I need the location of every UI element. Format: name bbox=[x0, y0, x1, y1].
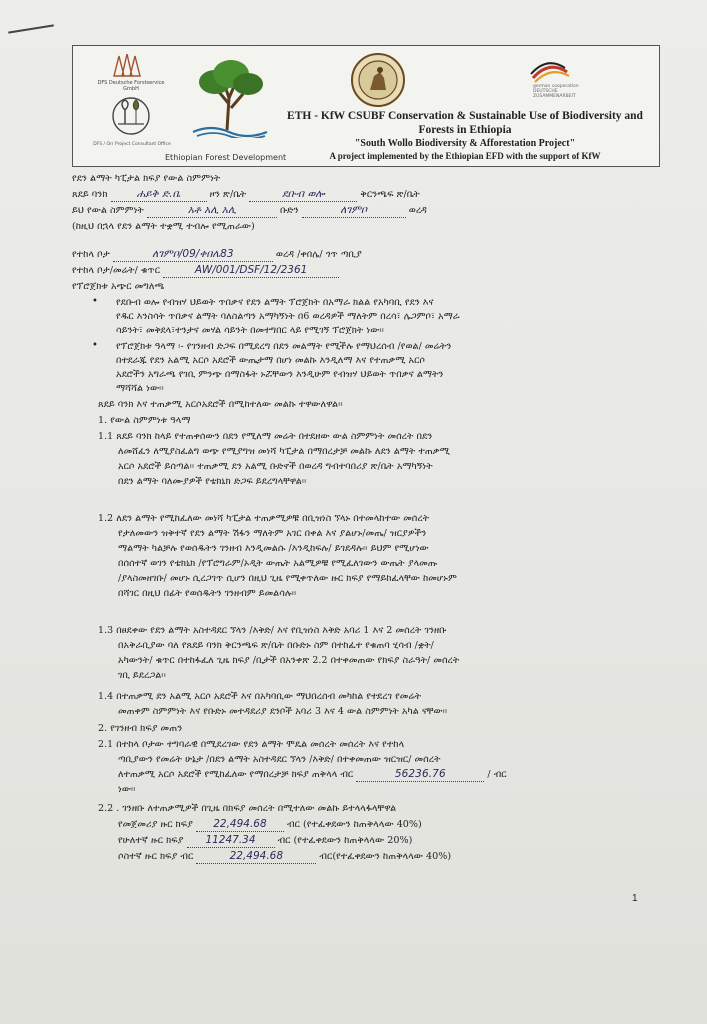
s2-1-line2: ጣቢያውን የመሬት ሁኔታ /በደን ልማት አስተዳደር ኘላን /እቅድ/ በተቀመጠው ዝርዝር/ መሰረት bbox=[118, 754, 441, 765]
plot-number-label: የተከላ ቦታ/መሬት/ ቁጥር bbox=[72, 265, 161, 276]
woreda-label: ወረዳ bbox=[408, 205, 427, 216]
bank-line bbox=[72, 188, 420, 202]
tree-logo bbox=[191, 52, 269, 138]
s1-1-line4: በደን ልማት ባለሙያዎች የቴክኒክ ድጋፍ ይደረግላቸዋል፡፡ bbox=[118, 476, 307, 487]
project-header bbox=[72, 45, 660, 167]
third-payment-field bbox=[196, 850, 316, 864]
s1-2-line4: በሰሰተኛ ወገን የቴክኒክ /የፕሮግራም/ኦዲት ውጤት አልሚዎቹ የሚፈለገውን ውጤት ያላመጡ bbox=[118, 558, 438, 569]
s1-3-line1: 1.3 በፀደቀው የደን ልማት አስተዳደር ኘላን /እቅድ/ እና የቢዝነስ እቅድ አባሪ 1 እና 2 መሰረት ገንዘቡ bbox=[98, 625, 447, 636]
s1-2-line6: በሻገር በዚህ በፊት የወሰዱትን ገንዘብም ይመልሳሉ፡፡ bbox=[118, 588, 297, 599]
bullet1-line2: የዱር እንስሳት ጥበቃና ልማት ባለስልጣን አማካኝነት በ6 ወረዳዎች ማለትም በረሳ፣ ሌጋምቦ፣ አማራ bbox=[116, 311, 460, 322]
group-field bbox=[302, 204, 406, 218]
plot-number-value: AW/001/DSF/12/2361 bbox=[194, 264, 308, 276]
bullet-icon: • bbox=[92, 296, 98, 307]
bullet1-line3: ሳይንት፣ መቅደላ፣ተንታና መሃል ሳይንት በመተግበር ላይ የሚገኝ ፕሮጀክት ነው፡፡ bbox=[116, 325, 384, 336]
s1-3-line2: በአቅራቢያው ባለ የጸደይ ባንክ ቅርንጫፍ ጽ/ቤት በቡድኑ ስም በተከፈተ የቁጠባ ሂሳብ /ቋት/ bbox=[118, 640, 434, 651]
first-payment-label: የመጀመሪያ ዙር ክፍያ bbox=[118, 819, 193, 830]
bank-branch-value: ሐይቅ ድ.ቤ bbox=[136, 188, 181, 200]
project-title-line-1: ETH - KfW CSUBF Conservation & Sustainable Use of Biodiversity and bbox=[287, 110, 643, 122]
s1-1-line2: ለመሸፈን ለሚያስፈልግ ወጭ የሚያግዝ መነሻ ካፒታል በማበረታቻ መልኩ ለደን ልማት ተጠቃሚ bbox=[118, 446, 450, 457]
agreement-party-line bbox=[72, 204, 427, 218]
group-value: ለገምቦ bbox=[340, 204, 368, 216]
page-number: 1 bbox=[632, 893, 638, 904]
second-payment-value: 11247.34 bbox=[205, 834, 256, 846]
german-cooperation-logo bbox=[517, 58, 583, 104]
section1-heading: 1. የውል ስምምነቱ ዓላማ bbox=[98, 415, 191, 426]
contract-title: የደን ልማት ካፒታል ክፍያ የውል ስምምነት bbox=[72, 173, 221, 184]
s1-4-line1: 1.4 በተጠቃሚ ደን አልሚ አርሶ አደሮች እና በአካባቢው ማህበረሰብ መካከል የተደረገ የመሬት bbox=[98, 691, 422, 702]
agreement-intro: ጸደይ ባንክ እና ተጠቃሚ አርሶአደሮች በሚከተለው መልኩ ተዋውለዋል፡፡ bbox=[98, 399, 343, 410]
s1-2-line1: 1.2 ለደን ልማት የሚከፈለው መነሻ ካፒታል ተጠቃሚዎቹ በቢዝነስ ኘላኑ በተመላከተው መሰረት bbox=[98, 513, 430, 524]
s1-4-line2: መጠቀም ስምምነት እና የቡድኑ መተዳደሪያ ደንቦች አባሪ 3 እና 4 ውል ስምምነት አካል ናቸው፡፡ bbox=[118, 706, 448, 717]
third-payment-note: ብር(የተፈቀደውን ከጠቅላላው 40%) bbox=[319, 851, 452, 862]
s1-1-line3: አርሶ አደሮች ይሰጣል፡፡ ተጠቃሚ ደን አልሚ ቡድኖች በወረዳ ግብተባበሪያ ጽ/ቤት አማካኝነት bbox=[118, 461, 433, 472]
first-payment-note: ብር (የተፈቀደውን ከጠቅላላው 40%) bbox=[287, 819, 422, 830]
plot-number-line bbox=[72, 264, 339, 278]
bank-label: ጸደይ ባንክ bbox=[72, 189, 108, 200]
total-payment-unit: / ብር bbox=[487, 769, 507, 780]
bank-branch-field bbox=[111, 188, 207, 202]
s1-2-line3: ማልማት ካልቻሉ የወሰዱትን ገንዘብ እንዲመልሱ /እንዲከፍሉ/ ይገደዳሉ፡፡ ይህም የሚሆነው bbox=[118, 543, 429, 554]
pen-mark bbox=[8, 24, 54, 33]
zone-field bbox=[249, 188, 357, 202]
zone-value: ደቡብ ወሎ bbox=[281, 188, 325, 200]
s2-1-line3 bbox=[118, 768, 507, 782]
project-summary-heading: የፕሮጀክቱ አጭር መግለጫ bbox=[72, 281, 165, 292]
third-payment-label: ሶስተኛ ዙር ክፍያ ብር bbox=[118, 851, 194, 862]
second-payment-field bbox=[187, 834, 275, 848]
first-payment-value: 22,494.68 bbox=[213, 818, 267, 830]
s1-3-line4: ገቢ ይደረጋል፡፡ bbox=[118, 670, 166, 681]
project-title-line-3: "South Wollo Biodiversity & Afforestation Project" bbox=[354, 138, 576, 149]
group-label: ቡድን bbox=[280, 205, 299, 216]
bullet2-line3: አደሮችን አግራጫ የገቢ ምንጭ በማስፋት ኑሯቸውን እንዲሁም የብዝሃ ህይወት ጥበቃና ልማትን bbox=[116, 369, 444, 380]
german-cooperation-text: german cooperation DEUTSCHE ZUSAMMENARBEIT bbox=[533, 84, 579, 99]
party-name-field bbox=[147, 204, 277, 218]
second-payment-line bbox=[118, 834, 412, 848]
woreda-kebele-label: ወረዳ /ቀበሌ/ ጎጥ ጣቢያ bbox=[275, 249, 362, 260]
planting-site-label: የተከላ ቦታ bbox=[72, 249, 110, 260]
total-payment-field bbox=[356, 768, 484, 782]
party-name-value: አቶ አሊ አሊ bbox=[187, 204, 237, 216]
s1-3-line3: አካውንት/ ቁጥር በተከፋፈለ ጊዜ ክፍያ /ቢታች በአንቀጽ 2.2 በተቀመጠው የክፍያ ስራዓት/ መሰረት bbox=[118, 655, 460, 666]
agreement-label: ይህ የውል ስምምነት bbox=[72, 205, 144, 216]
total-payment-label: ለተጠቃሚ አርሶ አደሮች የሚከፈለው የማበረታቻ ክፍያ ጠቅላላ ብር bbox=[118, 769, 354, 780]
first-payment-line bbox=[118, 818, 422, 832]
plot-number-field bbox=[163, 264, 339, 278]
project-title-block bbox=[273, 109, 657, 162]
second-payment-note: ብር (የተፈቀደውን ከጠቅላላው 20%) bbox=[277, 835, 413, 846]
zone-office-label: ዞን ጽ/ቤት bbox=[209, 189, 247, 200]
first-payment-field bbox=[196, 818, 284, 832]
beneficiary-note: (ከዚህ በኋላ የደን ልማት ተቋሚ ተብሎ የሚጠራው) bbox=[72, 221, 255, 232]
bullet2-line2: በተደራጁ የደን አልሚ አርሶ አደሮች ውጤታማ በሆነ መልኩ እንዲለማ እና የተጠቃሚ አርሶ bbox=[116, 355, 425, 366]
project-title-line-4: A project implemented by the Ethiopian EFD with the support of KfW bbox=[329, 151, 601, 161]
s2-1-line1: 2.1 በተከላ ቦታው ተግባራዊ በሚደረገው የደን ልማት ሞዴል መሰረት መሰረት እና የተከላ bbox=[98, 739, 405, 750]
s2-2-heading: 2.2 . ገንዘቡ ለተጠቃሚዎች በጊዜ በክፍያ መሰረት በሚተለው መልኩ ይተላላፋላቸዋል bbox=[98, 803, 397, 814]
dfs-sub-label: DFS / Orr Project Consultant Office bbox=[93, 142, 171, 147]
ethiopian-seal-logo bbox=[350, 52, 406, 108]
total-payment-value: 56236.76 bbox=[394, 768, 446, 780]
third-payment-line bbox=[118, 850, 451, 864]
s2-1-line4: ነው፡፡ bbox=[118, 784, 136, 795]
dfs-logo bbox=[91, 54, 171, 149]
second-payment-label: የሁለተኛ ዙር ክፍያ bbox=[118, 835, 184, 846]
project-title-line-2: Forests in Ethiopia bbox=[418, 124, 512, 136]
dfs-name: DFS Deutsche Forstservice GmbH bbox=[97, 80, 165, 92]
planting-site-field bbox=[113, 248, 273, 262]
efd-label: Ethiopian Forest Development bbox=[165, 153, 287, 162]
s1-2-line2: የታለመውን ዝቅተኛ የደን ልማት ሽፋን ማለትም አገር በቀል እና ያልሆኑ/መጤ/ ዝርያዎችን bbox=[118, 528, 427, 539]
branch-office-label: ቅርንጫፍ ጽ/ቤት bbox=[360, 189, 420, 200]
bullet1-line1: የደቡብ ወሎ የብዝሃ ህይወት ጥበቃና የደን ልማት ፕሮጀክት በአማራ ክልል የአካባቢ የደን እና bbox=[116, 297, 434, 308]
section2-heading: 2. የገንዘብ ክፍያ መጠን bbox=[98, 723, 183, 734]
planting-site-value: ለገምቦ/09/ቀበሌ83 bbox=[152, 248, 234, 260]
bullet-icon: • bbox=[92, 340, 98, 351]
bullet2-line1: የፕሮጀክቱ ዓላማ ፡- የገንዘብ ድጋፍ በሚደረግ በደን መልማት የሚችሉ የማህረሰብ /የወል/ መሬትን bbox=[116, 341, 452, 352]
third-payment-value: 22,494.68 bbox=[229, 850, 284, 862]
planting-site-line bbox=[72, 248, 362, 262]
s1-1-line1: 1.1 ጸደይ ባንክ ከላይ የተጠቀሰውን በደን የሚለማ መሬት በተደዘው ውል ስምምነት መሰረት በደን bbox=[98, 431, 433, 442]
bullet2-line4: ማሻሻል ነው፡፡ bbox=[116, 383, 164, 394]
s1-2-line5: /ያላስመዘገቡ/ መሆኑ ሲረጋገጥ ሲሆን በዚህ ጊዜ የሚቀጥለው ዙር ክፍያ የማይከፈላቸው ከመሆኑም bbox=[118, 573, 457, 584]
